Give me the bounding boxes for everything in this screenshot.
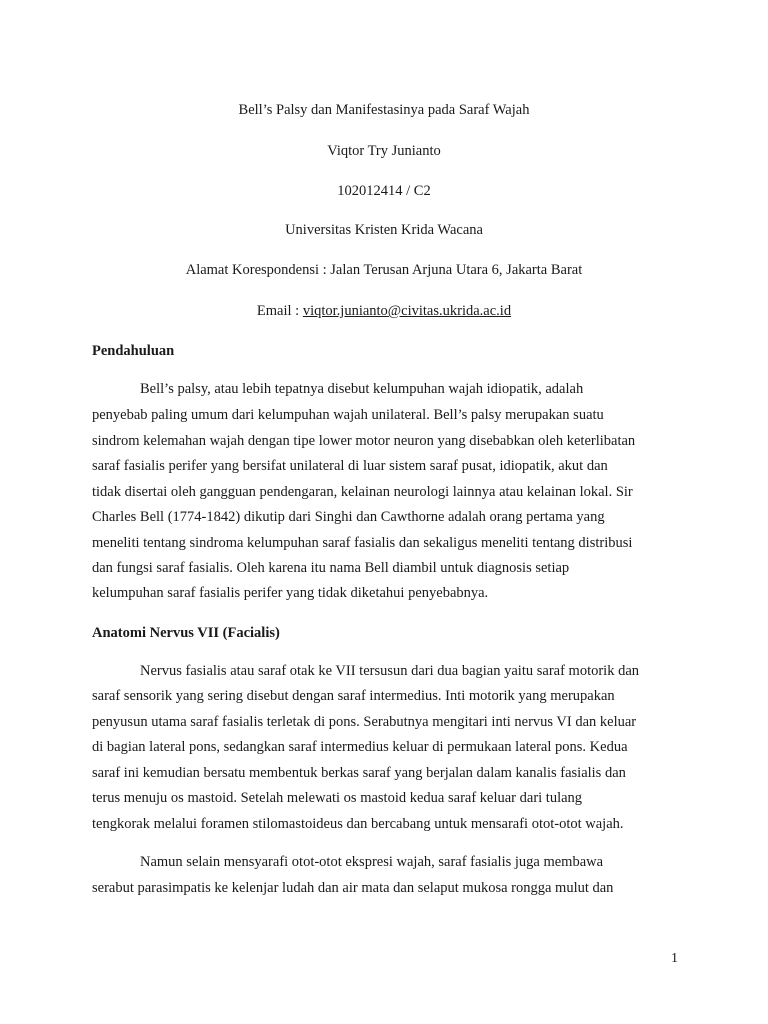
paragraph-line: sindrom kelemahan wajah dengan tipe lower motor neuron yang disebabkan oleh keterlibatan bbox=[92, 433, 636, 449]
section-heading-anatomi: Anatomi Nervus VII (Facialis) bbox=[92, 625, 280, 641]
paragraph-line: di bagian lateral pons, sedangkan saraf intermedius keluar di permukaan lateral pons. Kedua bbox=[92, 739, 628, 755]
paragraph-line: saraf sensorik yang sering disebut dengan saraf intermedius. Inti motorik yang merupakan bbox=[92, 688, 615, 704]
paragraph-line: penyebab paling umum dari kelumpuhan wajah unilateral. Bell’s palsy merupakan suatu bbox=[92, 407, 604, 423]
university-name: Universitas Kristen Krida Wacana bbox=[285, 222, 483, 238]
paragraph-line: Bell’s palsy, atau lebih tepatnya disebut kelumpuhan wajah idiopatik, adalah bbox=[140, 381, 584, 397]
paragraph-line: meneliti tentang sindroma kelumpuhan saraf fasialis dan sekaligus meneliti tentang distribusi bbox=[92, 535, 633, 551]
paragraph-line: serabut parasimpatis ke kelenjar ludah dan air mata dan selaput mukosa rongga mulut dan bbox=[92, 880, 614, 896]
paragraph-line: terus menuju os mastoid. Setelah melewati os mastoid kedua saraf keluar dari tulang bbox=[92, 790, 583, 806]
correspondence-address: Alamat Korespondensi : Jalan Terusan Arjuna Utara 6, Jakarta Barat bbox=[185, 262, 583, 278]
author-name: Viqtor Try Junianto bbox=[327, 143, 441, 159]
paragraph-line: Nervus fasialis atau saraf otak ke VII tersusun dari dua bagian yaitu saraf motorik dan bbox=[140, 663, 640, 679]
paragraph-line: saraf ini kemudian bersatu membentuk berkas saraf yang berjalan dalam kanalis fasialis dan bbox=[92, 765, 626, 781]
email-line bbox=[0, 302, 768, 320]
paragraph-line: dan fungsi saraf fasialis. Oleh karena itu nama Bell diambil untuk diagnosis setiap bbox=[92, 560, 570, 576]
paragraph-line: tengkorak melalui foramen stilomastoideus dan bercabang untuk mensarafi otot-otot wajah. bbox=[92, 816, 624, 832]
student-id: 102012414 / C2 bbox=[337, 183, 431, 199]
section-heading-pendahuluan: Pendahuluan bbox=[92, 343, 175, 359]
document-title: Bell’s Palsy dan Manifestasinya pada Saraf Wajah bbox=[238, 102, 530, 118]
page-number: 1 bbox=[671, 951, 678, 966]
paragraph-line: Charles Bell (1774-1842) dikutip dari Singhi dan Cawthorne adalah orang pertama yang bbox=[92, 509, 605, 525]
paragraph-line: Namun selain mensyarafi otot-otot ekspresi wajah, saraf fasialis juga membawa bbox=[140, 854, 604, 870]
paragraph-line: penyusun utama saraf fasialis terletak di pons. Serabutnya mengitari inti nervus VI dan keluar bbox=[92, 714, 637, 730]
paragraph-line: saraf fasialis perifer yang bersifat unilateral di luar sistem saraf pusat, idiopatik, akut dan bbox=[92, 458, 608, 474]
email-link[interactable]: viqtor.junianto@civitas.ukrida.ac.id bbox=[302, 303, 512, 319]
paragraph-line: kelumpuhan saraf fasialis perifer yang tidak diketahui penyebabnya. bbox=[92, 585, 489, 601]
paragraph-line: tidak disertai oleh gangguan pendengaran, kelainan neurologi lainnya atau kelainan lokal. Sir bbox=[92, 484, 633, 500]
email-label: Email : bbox=[256, 303, 303, 319]
